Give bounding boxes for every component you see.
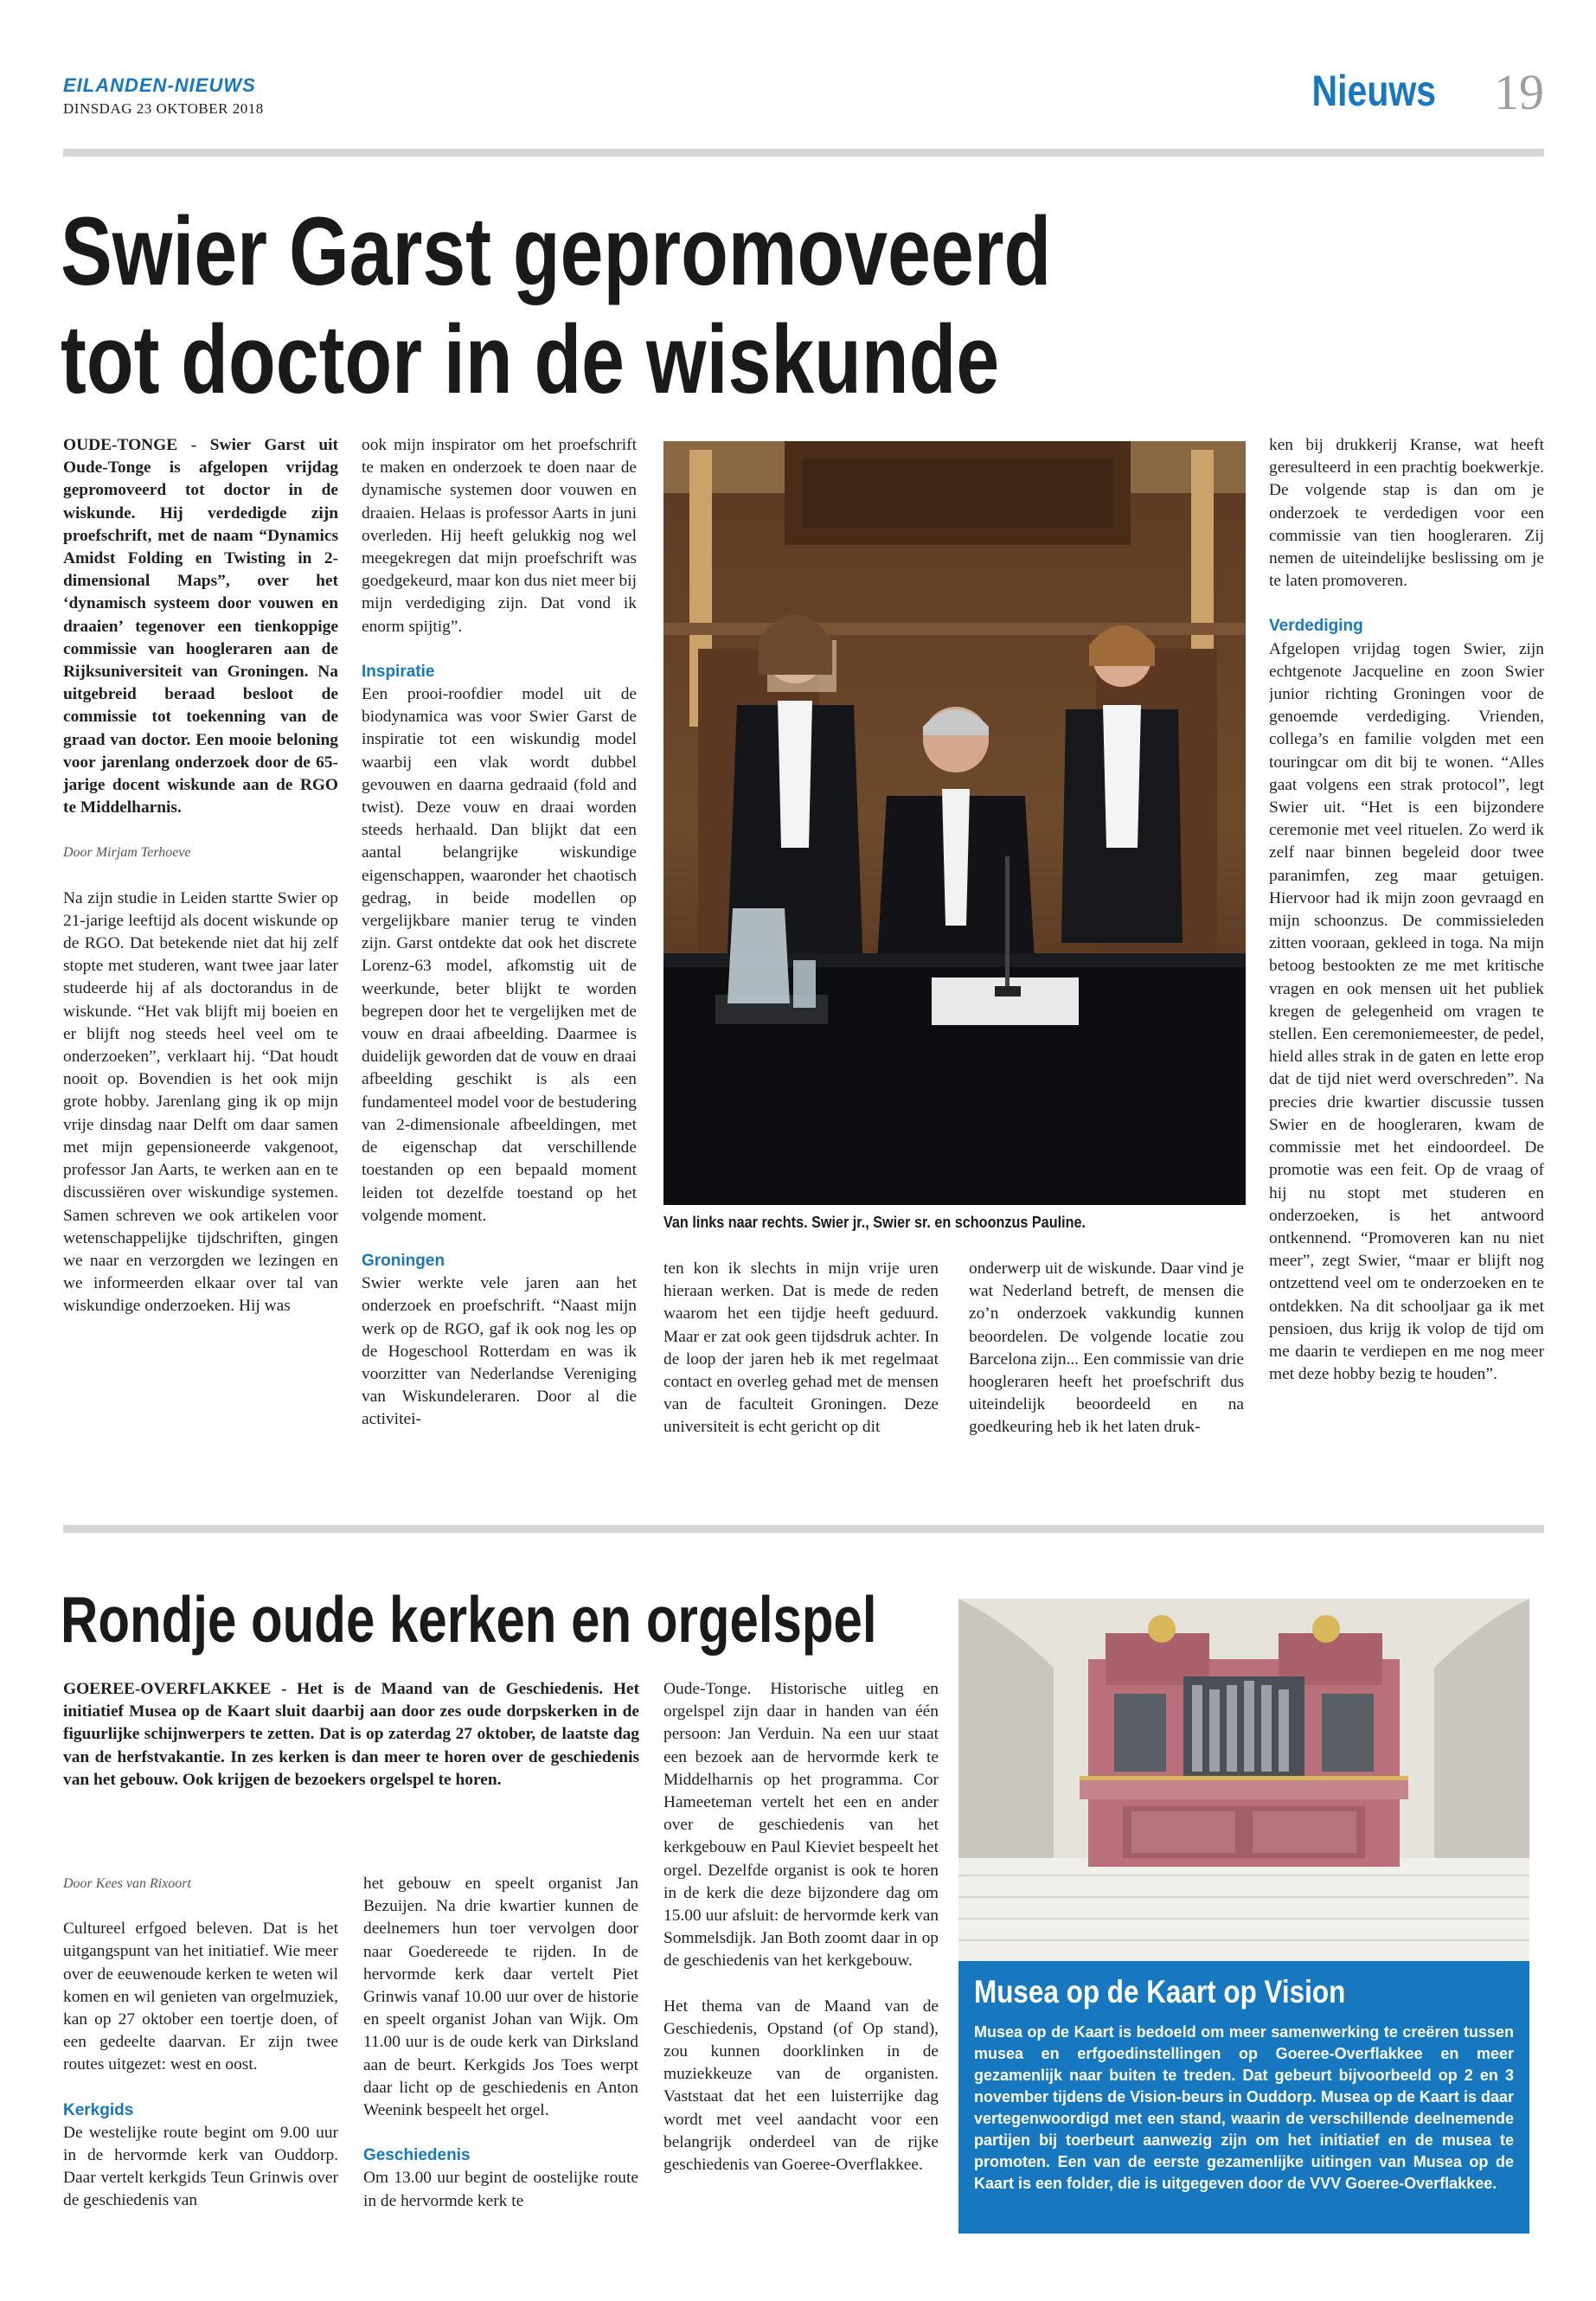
top-divider: [63, 149, 1544, 157]
article1-column-3: [663, 1258, 939, 1474]
article1-headline: Swier Garst gepromoveerd tot doctor in de wiskunde: [61, 197, 1052, 414]
article2-column-2: [363, 1873, 638, 2279]
article1-column-5: [1269, 434, 1544, 1472]
article2-body-2a: het gebouw en speelt organist Jan Bezuijen. Na drie kwartier kunnen de deelnemers hun toer vervolgen door naar Goedereede te rijden. In de hervormde kerk daar vertelt Piet Grinwis vanaf 10.00 uur over de historie en speelt organist Johan van Wijk. Om 11.00 uur is de oude kerk van Dirksland aan de beurt. Kerkgids Jos Toes werpt daar licht op de geschiedenis en Anton Weenink bespeelt het orgel.: [363, 1875, 638, 2120]
article1-body-2a: ook mijn inspirator om het proefschrift te maken en onderzoek te doen naar de dynamische systemen door vouwen en draaien. Helaas is professor Aarts in juni overleden. Hij heeft gelukkig nog wel meegekregen dat mijn proefschrift was goedgekeurd, maar kon dus niet meer bij mijn verdediging zijn. Dat vond ik enorm spijtig”.: [362, 436, 637, 636]
article2-byline: Door Kees van Rixoort: [63, 1876, 191, 1891]
article2-column-3: [663, 1678, 939, 2284]
article2-body-3a: Oude-Tonge. Historische uitleg en orgelspel zijn daar in handen van één persoon: Jan Verduin. Na een uur staat een bezoek aan de hervormde kerk te Middelharnis op het programma. Cor Hameeteman vertelt het een en ander over de geschiedenis van het kerkgebouw en Paul Kieviet bespeelt het orgel. Dezelfde organist is ook te horen in de kerk die deze bijzondere dag om 15.00 uur afsluit: de hervormde kerk van Sommelsdijk. Jan Both zoomt daar in op de geschiedenis van het kerkgebouw.: [663, 1680, 939, 1971]
middle-divider: [63, 1525, 1544, 1533]
promotion-photo: [663, 441, 1246, 1205]
article2-lead: GOEREE-OVERFLAKKEE - Het is de Maand van de Geschiedenis. Het initiatief Musea op de Kaart sluit daarbij aan door zes oude dorpskerken in de figuurlijke schijnwerpers te zetten. Dat is op zaterdag 27 oktober, de laatste dag van de herfstvakantie. In zes kerken is dan meer te horen over de geschiedenis van het gebouw. Ook krijgen de bezoekers orgelspel te horen.: [63, 1680, 639, 1789]
subhead-inspiratie: Inspiratie: [362, 662, 435, 681]
article2-body-1a: Cultureel erfgoed beleven. Dat is het uitgangspunt van het initiatief. Wie meer over de eeuwenoude kerken te weten wil komen en wil genieten van orgelmuziek, kan op 27 oktober een toertje doen, of een gedeelte daarvan. Er zijn twee routes uitgezet: west en oost.: [63, 1920, 338, 2074]
article1-body-1: Na zijn studie in Leiden startte Swier op 21-jarige leeftijd als docent wiskunde op de RGO. Dat betekende niet dat hij zelf stopte met studeren, want twee jaar later studeerde hij af als doctorandus in de wiskunde. “Het vak blijft mij boeien en er blijft nog steeds heel veel om te onderzoeken”, verklaart hij. “Dat houdt nooit op. Bovendien is het ook mijn grote hobby. Jarenlang ging ik op mijn vrije dinsdag naar Delft om daar samen met mijn gepensioneerde vakgenoot, professor Jan Aarts, te werken aan en te discussiëren over wiskundige systemen. Samen schreven we ook artikelen voor wetenschappelijke tijdschriften, gingen we naar en verzorgden we lezingen en we informeerden elkaar over tal van wiskundige onderzoeken. Hij was: [63, 888, 338, 1316]
article2-body-1b: De westelijke route begint om 9.00 uur in de hervormde kerk van Ouddorp. Daar vertelt kerkgids Teun Grinwis over de geschiedenis van: [63, 2123, 338, 2210]
subhead-groningen: Groningen: [362, 1251, 445, 1270]
article2-column-1: [63, 1873, 338, 2279]
article1-body-5b: Afgelopen vrijdag togen Swier, zijn echtgenote Jacqueline en zoon Swier junior richting Groningen voor de genoemde verdediging. Vrienden, collega’s en familie volgden met een touringcar om dit bij te wonen. “Alles gaat volgens een strak protocol”, legt Swier uit. “Het is een bijzondere ceremonie met veel rituelen. Zo werd ik zelf naar binnen begeleid door twee paranimfen, zeg maar getuigen. Hiervoor had ik mijn zoon gevraagd en mijn schoonzus. De commissieleden zitten vooraan, gekleed in toga. Na mijn betoog bestookten ze me met kritische vragen en ook mensen uit het publiek kregen de gelegenheid om vragen te stellen. Een ceremoniemeester, de pedel, hield alles strak in de gaten en lette erop dat de tijd niet werd overschreden”. Na precies drie kwartier discussie tussen Swier en de hoogleraren, kwam de commissie met het eindoordeel. De promotie was een feit. Op de vraag of hij nu stopt met studeren en onderzoeken, is het antwoord ontkennend. “Promoveren kan nu niet meer”, zegt Swier, “maar er blijft nog ontzettend veel om te onderzoeken en te ontdekken. Na dit schooljaar ga ik met pensioen, dus krijg ik volop de tijd om me daarin te verdiepen en me nog meer met deze hobby bezig te houden”.: [1269, 639, 1544, 1384]
article2-body-2b: Om 13.00 uur begint de oostelijke route in de hervormde kerk te: [363, 2169, 638, 2210]
article2-headline: Rondje oude kerken en orgelspel: [61, 1583, 877, 1656]
section-title: Nieuws: [1311, 67, 1436, 115]
infobox-text: Musea op de Kaart is bedoeld om meer samenwerking te creëren tussen musea en erfgoedinstellingen op Goeree-Overflakkee en meer gezamenlijk naar buiten te treden. Dat gebeurt bijvoorbeeld op 2 en 3 november tijdens de Vision-beurs in Ouddorp. Musea op de Kaart is daar vertegenwoordigd met een stand, waarin de verschillende deelnemende partijen bij toerbeurt aanwezig zijn om het initiatief en de musea te promoten. Een van de eerste gezamenlijke uitingen van Musea op de Kaart is een folder, die is uitgegeven door de VVV Goeree-Overflakkee.: [974, 2023, 1514, 2193]
photo-caption: Van links naar rechts. Swier jr., Swier sr. en schoonzus Pauline.: [663, 1214, 1086, 1231]
article2-body-3b: Het thema van de Maand van de Geschiedenis, Opstand (of Op stand), zou kunnen doorklinken in de muziekkeuze van de organisten. Vaststaat dat het een luisterrijke dag wordt met veel aandacht voor een belangrijk onderdeel van de rijke geschiedenis van Goeree-Overflakkee.: [663, 1997, 939, 2175]
infobox-title: Musea op de Kaart op Vision: [974, 1974, 1346, 2009]
organ-photo: [958, 1599, 1529, 1962]
article1-body-5a: ken bij drukkerij Kranse, wat heeft geresulteerd in een prachtig boekwerkje. De volgende stap is dan om je onderzoek te verdedigen voor een commissie van tien hoogleraren. Zij nemen de uiteindelijke beslissing om je te laten promoveren.: [1269, 436, 1544, 591]
musea-infobox: [958, 1961, 1529, 2234]
article1-body-2c: Swier werkte vele jaren aan het onderzoek en proefschrift. “Naast mijn werk op de RGO, gaf ik ook nog les op de Hogeschool Rotterdam en was ik voorzitter van Nederlandse Vereniging van Wiskundeleraren. Door al die activitei-: [362, 1274, 637, 1429]
subhead-verdediging: Verdediging: [1269, 617, 1363, 636]
subhead-kerkgids: Kerkgids: [63, 2100, 134, 2119]
subhead-geschiedenis: Geschiedenis: [363, 2146, 471, 2165]
article2-lead-block: [63, 1678, 639, 1851]
article1-lead: OUDE-TONGE - Swier Garst uit Oude-Tonge is afgelopen vrijdag gepromoveerd tot doctor in de wiskunde. Hij verdedigde zijn proefschrift, met de naam “Dynamics Amidst Folding en Twisting in 2-dimensional Maps”, over het ‘dynamisch systeem door vouwen en draaien’ tegenover een tienkoppige commissie van hoogleraren aan de Rijksuniversiteit van Groningen. Na uitgebreid beraad besloot de commissie tot toekenning van de graad van doctor. Een mooie beloning voor jarenlang onderzoek door de 65-jarige docent wiskunde aan de RGO te Middelharnis.: [63, 436, 338, 817]
article1-column-1: [63, 434, 338, 1472]
article1-body-2b: Een prooi-roofdier model uit de biodynamica was voor Swier Garst de inspiratie tot een wiskundig model waarbij een vlak wordt dubbel gevouwen en daarna gedraaid (fold and twist). Deze vouw en draai worden steeds herhaald. Dan blijkt dat een aantal belangrijke wiskundige eigenschappen, waaronder het chaotisch gedrag, in beide modellen op vergelijkbare manier terug te vinden zijn. Garst ontdekte dat ook het discrete Lorenz-63 model, afkomstig uit de weerkunde, beter blijkt te worden begrepen door het te vergelijken met de vouw en draai afbeelding. Daarmee is duidelijk geworden dat de vouw en draai afbeelding geschikt is als een fundamenteel model voor de bestudering van 2-dimensionale afbeeldingen, met de eigenschap dat verschillende toestanden op een bepaald moment leiden tot dezelfde toestand op het volgende moment.: [362, 685, 637, 1225]
newspaper-logo: EILANDEN-NIEUWS: [63, 74, 256, 96]
article1-body-3: ten kon ik slechts in mijn vrije uren hieraan werken. Dat is mede de reden waarom het een tijdje heeft geduurd. Maar er zat ook geen tijdsdruk achter. In de loop der jaren heb ik met regelmaat contact en overleg gehad met de mensen van de faculteit Groningen. Deze universiteit is echt gericht op dit: [663, 1259, 939, 1437]
issue-date: DINSDAG 23 OKTOBER 2018: [63, 100, 264, 117]
article1-column-2: [362, 434, 637, 1472]
article1-byline: Door Mirjam Terhoeve: [63, 845, 191, 861]
page-number: 19: [1494, 64, 1544, 120]
article1-column-4: [969, 1258, 1244, 1474]
article1-body-4: onderwerp uit de wiskunde. Daar vind je wat Nederland betreft, de mensen die zo’n onderzoek vakkundig kunnen beoordelen. De volgende locatie zou Barcelona zijn... Een commissie van drie hoogleraren heeft het proefschrift dus uiteindelijk beoordeeld en na goedkeuring heb ik het laten druk-: [969, 1259, 1244, 1437]
